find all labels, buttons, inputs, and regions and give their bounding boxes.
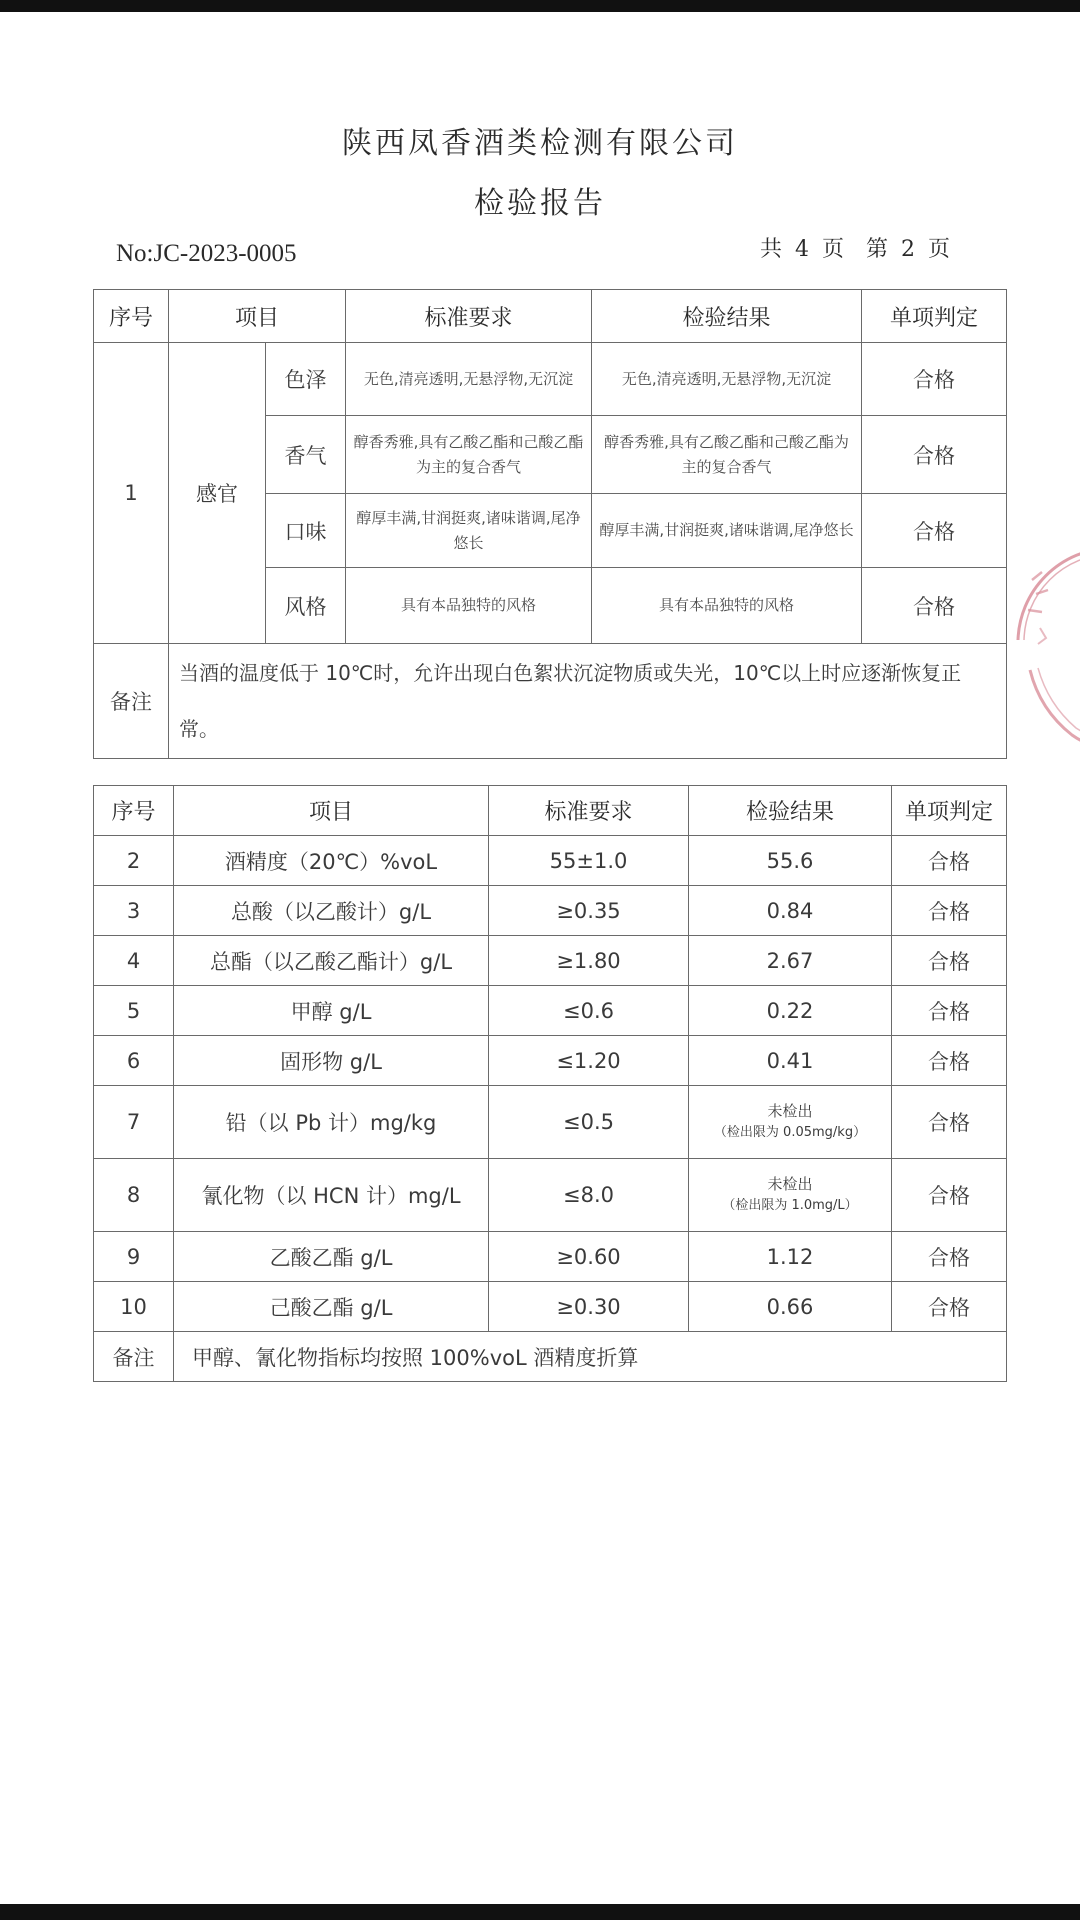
item-cell: 口味: [266, 494, 346, 568]
table-row: [94, 1232, 1007, 1282]
row-index: 10: [94, 1282, 174, 1332]
header-item: 项目: [169, 290, 346, 343]
result-cell: [689, 1159, 892, 1232]
standard-cell: 无色,清亮透明,无悬浮物,无沉淀: [346, 343, 592, 416]
sensory-table: [93, 289, 1007, 759]
table-row: [94, 1036, 1007, 1086]
result-detection-limit: （检出限为 1.0mg/L）: [722, 1198, 858, 1213]
verdict-cell: 合格: [862, 343, 1007, 416]
verdict-cell: 合格: [862, 416, 1007, 494]
row-index: 4: [94, 936, 174, 986]
row-index: 8: [94, 1159, 174, 1232]
row-index: 6: [94, 1036, 174, 1086]
header-result: 检验结果: [689, 786, 892, 836]
company-name: 陕西凤香酒类检测有限公司: [342, 126, 738, 161]
verdict-cell: 合格: [892, 1036, 1007, 1086]
standard-cell: 55±1.0: [489, 836, 689, 886]
table-row: [94, 886, 1007, 936]
header-standard: 标准要求: [489, 786, 689, 836]
item-cell: 酒精度（20℃）%voL: [174, 836, 489, 886]
result-detection-limit: （检出限为 0.05mg/kg）: [713, 1125, 867, 1140]
standard-cell: ≤1.20: [489, 1036, 689, 1086]
top-edge-bar: [0, 0, 1080, 12]
result-cell: 0.84: [689, 886, 892, 936]
table-row: [94, 836, 1007, 886]
standard-cell: ≥0.35: [489, 886, 689, 936]
category-cell: 感官: [169, 343, 266, 644]
item-cell: 乙酸乙酯 g/L: [174, 1232, 489, 1282]
standard-cell: ≤0.5: [489, 1086, 689, 1159]
verdict-cell: 合格: [892, 886, 1007, 936]
note-row: [94, 1332, 1007, 1382]
table-row: [94, 1282, 1007, 1332]
standard-cell: ≥0.30: [489, 1282, 689, 1332]
verdict-cell: 合格: [892, 1159, 1007, 1232]
verdict-cell: 合格: [892, 986, 1007, 1036]
standard-cell: 醇厚丰满,甘润挺爽,诸味谐调,尾净悠长: [346, 494, 592, 568]
item-cell: 固形物 g/L: [174, 1036, 489, 1086]
note-text: 当酒的温度低于 10℃时，允许出现白色絮状沉淀物质或失光，10℃以上时应逐渐恢复正常。: [169, 644, 1007, 759]
report-number: No:JC-2023-0005: [116, 240, 297, 267]
result-cell: 具有本品独特的风格: [592, 568, 862, 644]
row-index: 5: [94, 986, 174, 1036]
standard-cell: ≤0.6: [489, 986, 689, 1036]
table-row: [94, 986, 1007, 1036]
standard-cell: 具有本品独特的风格: [346, 568, 592, 644]
note-label: 备注: [94, 1332, 174, 1382]
verdict-cell: 合格: [862, 568, 1007, 644]
table-row: [94, 936, 1007, 986]
report-title: 检验报告: [474, 186, 606, 221]
note-text: 甲醇、氰化物指标均按照 100%voL 酒精度折算: [174, 1332, 1007, 1382]
result-cell: 2.67: [689, 936, 892, 986]
note-row: [94, 644, 1007, 759]
table-row: [94, 343, 1007, 416]
header-result: 检验结果: [592, 290, 862, 343]
item-cell: 总酸（以乙酸计）g/L: [174, 886, 489, 936]
result-cell: 0.41: [689, 1036, 892, 1086]
header-verdict: 单项判定: [862, 290, 1007, 343]
item-cell: 氰化物（以 HCN 计）mg/L: [174, 1159, 489, 1232]
header-index: 序号: [94, 290, 169, 343]
verdict-cell: 合格: [892, 1232, 1007, 1282]
company-seal-stamp: [1010, 540, 1080, 760]
result-cell: 1.12: [689, 1232, 892, 1282]
bottom-edge-bar: [0, 1904, 1080, 1920]
row-index: 3: [94, 886, 174, 936]
verdict-cell: 合格: [892, 1086, 1007, 1159]
result-cell: 0.22: [689, 986, 892, 1036]
row-index: 9: [94, 1232, 174, 1282]
header-standard: 标准要求: [346, 290, 592, 343]
result-cell: 醇厚丰满,甘润挺爽,诸味谐调,尾净悠长: [592, 494, 862, 568]
table-row: [94, 1159, 1007, 1232]
result-main: 未检出: [767, 1102, 813, 1120]
header-index: 序号: [94, 786, 174, 836]
row-index: 2: [94, 836, 174, 886]
verdict-cell: 合格: [892, 1282, 1007, 1332]
verdict-cell: 合格: [892, 936, 1007, 986]
result-cell: [689, 1086, 892, 1159]
result-cell: 无色,清亮透明,无悬浮物,无沉淀: [592, 343, 862, 416]
header-verdict: 单项判定: [892, 786, 1007, 836]
item-cell: 总酯（以乙酸乙酯计）g/L: [174, 936, 489, 986]
table-row: [94, 1086, 1007, 1159]
standard-cell: 醇香秀雅,具有乙酸乙酯和己酸乙酯为主的复合香气: [346, 416, 592, 494]
table-header-row: [94, 786, 1007, 836]
result-cell: 0.66: [689, 1282, 892, 1332]
result-cell: 55.6: [689, 836, 892, 886]
physchem-table: [93, 785, 1007, 1382]
result-cell: 醇香秀雅,具有乙酸乙酯和己酸乙酯为主的复合香气: [592, 416, 862, 494]
row-index: 7: [94, 1086, 174, 1159]
standard-cell: ≤8.0: [489, 1159, 689, 1232]
result-main: 未检出: [767, 1175, 813, 1193]
table-header-row: [94, 290, 1007, 343]
item-cell: 铅（以 Pb 计）mg/kg: [174, 1086, 489, 1159]
item-cell: 风格: [266, 568, 346, 644]
standard-cell: ≥0.60: [489, 1232, 689, 1282]
verdict-cell: 合格: [862, 494, 1007, 568]
note-label: 备注: [94, 644, 169, 759]
item-cell: 色泽: [266, 343, 346, 416]
page-info: 共 4 页 第 2 页: [760, 237, 950, 262]
standard-cell: ≥1.80: [489, 936, 689, 986]
row-index: 1: [94, 343, 169, 644]
verdict-cell: 合格: [892, 836, 1007, 886]
item-cell: 己酸乙酯 g/L: [174, 1282, 489, 1332]
item-cell: 香气: [266, 416, 346, 494]
item-cell: 甲醇 g/L: [174, 986, 489, 1036]
header-item: 项目: [174, 786, 489, 836]
